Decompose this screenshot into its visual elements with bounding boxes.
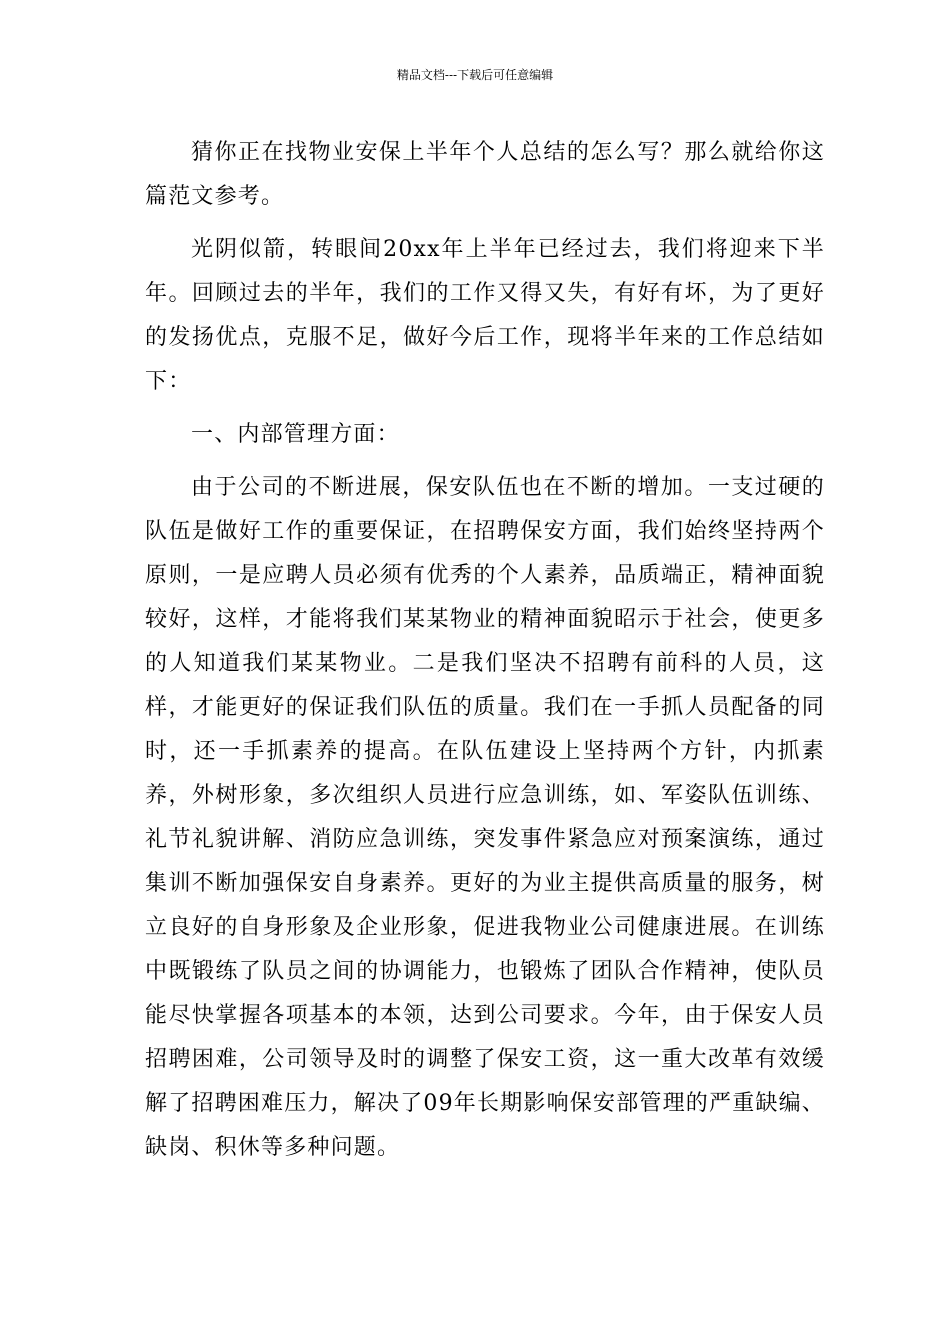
paragraph-internal-management: 由于公司的不断进展，保安队伍也在不断的增加。一支过硬的队伍是做好工作的重要保证，在招聘保安方面，我们始终坚持两个原则，一是应聘人员必须有优秀的个人素养，品质端正，精神面貌较好，这样，才能将我们某某物业的精神面貌昭示于社会，使更多的人知道我们某某物业。二是我们坚决不招聘有前科的人员，这样，才能更好的保证我们队伍的质量。我们在一手抓人员配备的同时，还一手抓素养的提高。在队伍建设上坚持两个方针，内抓素养，外树形象，多次组织人员进行应急训练，如、军姿队伍训练、礼节礼貌讲解、消防应急训练，突发事件紧急应对预案演练，通过集训不断加强保安自身素养。更好的为业主提供高质量的服务，树立良好的自身形象及企业形象，促进我物业公司健康进展。在训练中既锻练了队员之间的协调能力，也锻炼了团队合作精神，使队员能尽快掌握各项基本的本领，达到公司要求。今年，由于保安人员招聘困难，公司领导及时的调整了保安工资，这一重大改革有效缓解了招聘困难压力，解决了09年长期影响保安部管理的严重缺编、缺岗、积休等多种问题。	[145, 475, 825, 1160]
paragraph-intro: 猜你正在找物业安保上半年个人总结的怎么写？那么就给你这篇范文参考。	[145, 140, 825, 209]
section-heading-internal-management: 一、内部管理方面：	[191, 422, 400, 447]
paragraph-opening: 光阴似箭，转眼间20xx年上半年已经过去，我们将迎来下半年。回顾过去的半年，我们的工作又得又失，有好有坏，为了更好的发扬优点，克服不足，做好今后工作，现将半年来的工作总结如下：	[145, 237, 825, 394]
page-header: 精品文档---下载后可任意编辑	[396, 68, 554, 82]
document-body	[145, 131, 825, 1179]
